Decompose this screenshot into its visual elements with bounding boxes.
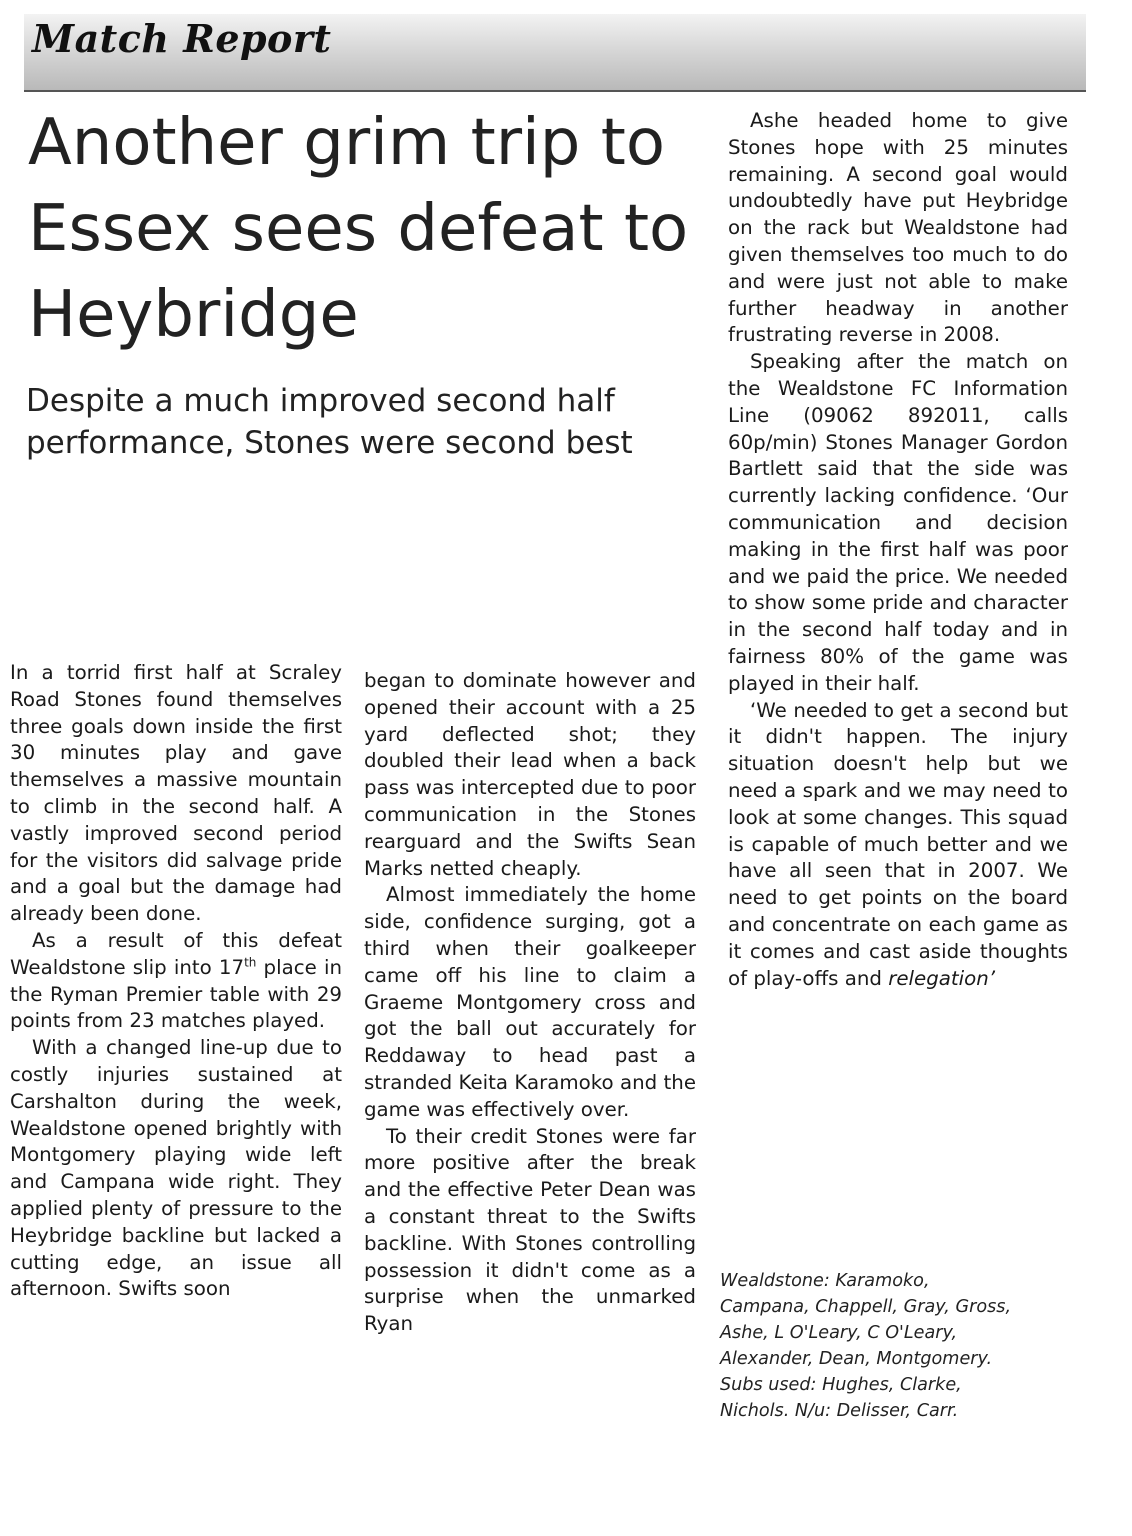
paragraph: began to dominate however and opened their account with a 25 yard deflected shot; they doubled their lead when a back pass was intercepted due to poor communication in the Stones rearguard and the Swifts Sean Marks netted cheaply. xyxy=(364,669,696,880)
article-column-2 xyxy=(364,668,696,1338)
paragraph: Almost immediately the home side, confidence surging, got a third when their goalkeeper came off his line to claim a Graeme Montgomery cross and got the ball out accurately for Reddaway to head past a stranded Keita Karamoko and the game was effectively over. xyxy=(364,883,696,1121)
ordinal-suffix: th xyxy=(244,955,257,970)
article-column-1 xyxy=(10,660,342,1303)
article-column-3 xyxy=(728,108,1068,992)
quote-italic-word: relegation’ xyxy=(888,966,996,990)
quote-text: ‘We needed to get a second but it didn't happen. The injury situation doesn't help but we need a spark and we may need to look at some changes. This squad is capable of much better and we have all seen that in 2007. We need to get points on the board and concentrate on each game as it comes and cast aside thoughts of play-offs and xyxy=(728,698,1068,990)
paragraph: Ashe headed home to give Stones hope with 25 minutes remaining. A second goal would undoubtedly have put Heybridge on the rack but Wealdstone had given themselves too much to do and were just not able to make further headway in another frustrating reverse in 2008. xyxy=(728,109,1068,347)
paragraph: To their credit Stones were far more positive after the break and the effective Peter Dean was a constant threat to the Swifts backline. With Stones controlling possession it didn't come as a surprise when the unmarked Ryan xyxy=(364,1124,696,1336)
paragraph xyxy=(728,698,1068,993)
article-standfirst: Despite a much improved second half performance, Stones were second best xyxy=(26,383,633,461)
paragraph: Speaking after the match on the Wealdstone FC Information Line (09062 892011, calls 60p/min) Stones Manager Gordon Bartlett said that the side was currently lacking confidence. ‘Our communication and decision making in the first half was poor and we paid the price. We needed to show some pride and character in the second half today and in fairness 80% of the game was played in their half. xyxy=(728,350,1068,695)
team-lineup: Wealdstone: Karamoko, Campana, Chappell, Gray, Gross, Ashe, L O'Leary, C O'Leary, Alexander, Dean, Montgomery. Subs used: Hughes, Clarke, Nichols. N/u: Delisser, Carr. xyxy=(720,1271,1012,1421)
section-label: Match Report xyxy=(32,16,332,61)
paragraph-text: As a result of this defeat Wealdstone slip into 17 xyxy=(10,928,342,979)
paragraph: With a changed line-up due to costly injuries sustained at Carshalton during the week, Wealdstone opened brightly with Montgomery playing wide left and Campana wide right. They applied plenty of pressure to the Heybridge backline but lacked a cutting edge, an issue all afternoon. Swifts soon xyxy=(10,1036,342,1301)
section-header-bar xyxy=(24,14,1086,92)
paragraph: In a torrid first half at Scraley Road Stones found themselves three goals down inside the first 30 minutes play and gave themselves a massive mountain to climb in the second half. A vastly improved second period for the visitors did salvage pride and a goal but the damage had already been done. xyxy=(10,661,342,926)
paragraph-text: place in the Ryman Premier table with 29 points from 23 matches played. xyxy=(10,955,342,1033)
article-headline: Another grim trip to Essex sees defeat to Heybridge xyxy=(28,106,689,352)
paragraph xyxy=(10,928,342,1035)
